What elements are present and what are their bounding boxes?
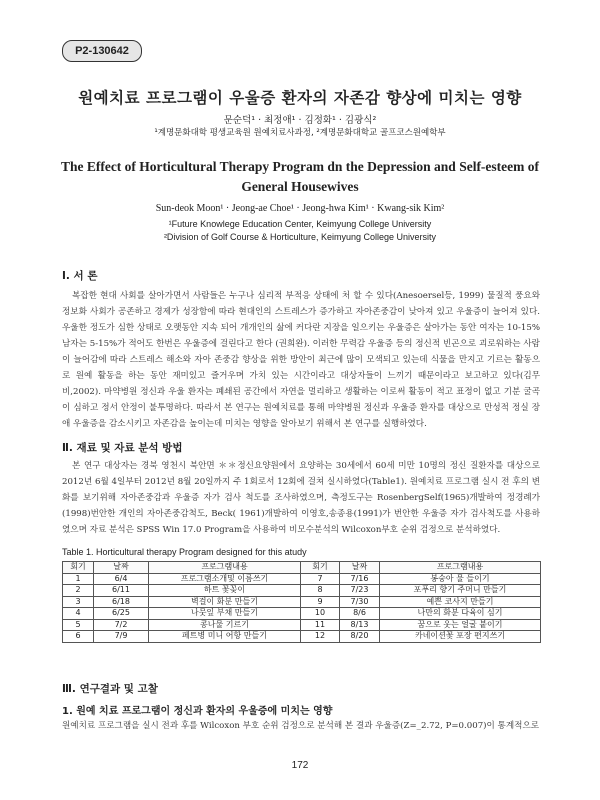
table-cell: 8/13 bbox=[340, 619, 380, 631]
table-cell: 예쁜 코사지 만들기 bbox=[380, 596, 541, 608]
table-row bbox=[63, 608, 541, 620]
table-cell: 포푸리 향기 주머니 만들기 bbox=[380, 585, 541, 597]
english-affiliation-2: ²Division of Golf Course & Horticulture, Keimyung College University bbox=[163, 232, 437, 242]
table-row bbox=[63, 631, 541, 643]
table-cell: 11 bbox=[301, 619, 340, 631]
methods-heading: Ⅱ. 재료 및 자료 분석 방법 bbox=[62, 442, 183, 454]
table-cell: 6/18 bbox=[94, 596, 149, 608]
korean-authors: 문순덕¹ · 최정애¹ · 김정화¹ · 김광식² bbox=[223, 115, 377, 126]
table-header-row bbox=[63, 562, 541, 574]
table-header-cell: 프로그램내용 bbox=[149, 562, 301, 574]
table-caption: Table 1. Horticultural therapy Program designed for this atudy bbox=[62, 547, 307, 557]
table-cell: 12 bbox=[301, 631, 340, 643]
table-cell: 2 bbox=[63, 585, 94, 597]
table-cell: 7/23 bbox=[340, 585, 380, 597]
paper-code-badge: P2-130642 bbox=[62, 40, 142, 62]
table-cell: 콩나물 기르기 bbox=[149, 619, 301, 631]
program-table bbox=[62, 561, 541, 643]
english-affiliation-1: ¹Future Knowlege Education Center, Keimyung College University bbox=[168, 219, 432, 229]
table-cell: 6/11 bbox=[94, 585, 149, 597]
table-cell: 6 bbox=[63, 631, 94, 643]
table-cell: 7/9 bbox=[94, 631, 149, 643]
table-cell: 7/30 bbox=[340, 596, 380, 608]
table-cell: 6/25 bbox=[94, 608, 149, 620]
table-cell: 7/16 bbox=[340, 573, 380, 585]
results-heading: Ⅲ. 연구결과 및 고찰 bbox=[62, 683, 158, 695]
table-cell: 꿈으로 웃는 얼굴 붙이기 bbox=[380, 619, 541, 631]
table-cell: 6/4 bbox=[94, 573, 149, 585]
table-row bbox=[63, 585, 541, 597]
page-number: 172 bbox=[291, 760, 309, 771]
table-cell: 7 bbox=[301, 573, 340, 585]
intro-heading: Ⅰ. 서 론 bbox=[62, 270, 98, 282]
table-cell: 카네이션꽃 포장 편지쓰기 bbox=[380, 631, 541, 643]
table-header-cell: 회기 bbox=[301, 562, 340, 574]
table-cell: 벽걸이 화분 만들기 bbox=[149, 596, 301, 608]
table-row bbox=[63, 596, 541, 608]
table-header-cell: 날짜 bbox=[94, 562, 149, 574]
table-cell: 프로그램소개및 이름쓰기 bbox=[149, 573, 301, 585]
table-cell: 10 bbox=[301, 608, 340, 620]
table-row bbox=[63, 619, 541, 631]
table-header-cell: 프로그램내용 bbox=[380, 562, 541, 574]
table-cell: 나뭇잎 부채 만들기 bbox=[149, 608, 301, 620]
korean-affiliation: ¹계명문화대학 평생교육원 원예치료사과정, ²계명문화대학교 골프코스원예학부 bbox=[154, 128, 446, 138]
results-subheading: 1. 원예 치료 프로그램이 정신과 환자의 우울증에 미치는 영향 bbox=[62, 706, 333, 717]
table-cell: 봉숭아 물 들이기 bbox=[380, 573, 541, 585]
intro-paragraph: 복잡한 현대 사회를 살아가면서 사람들은 누구나 심리적 부적응 상태에 처 할 수 있다(Anesoersel등, 1999) 물질적 풍요와 정보화 사회가 공존하고 경제가 성장함에 따라 현대인의 스트레스가 증가하고 자아존중감이 낮아져 있고 우울증이 늘어져 있다. 우울한 정도가 심한 상태로 오랫동안 지속 되어 개개인의 삶에 커다란 지장을 일으키는 우울증은 살아가는 동안 여자는 10-15% 남자는 5-15%가 적어도 한번은 우울증에 걸린다고 한다 (권희완). 이러한 무력감 우울증 등의 정신적 빈곤으로 괴로워하는 사람이 늘어감에 따라 스트레스 해소와 자아 존중감 향상을 위한 방안이 최근에 많이 모색되고 있는데 식물을 만지고 기르는 활동으로 원예 활동을 하는 동안 재미있고 즐거우며 가치 있는 시간이라고 대상자들이 느끼기 때문이라고 보고하고 있다(김무비,2002). 마약병원 정신과 우울 환자는 폐쇄된 공간에서 자연을 멀리하고 생활하는 이로써 활동이 적고 표정이 없고 기분 굴곡이 심하고 정서 안정이 불투명하다. 따라서 본 연구는 원예치료를 통해 마약병원 정신과 우울증 환자를 대상으로 만성적 정실 장애 우울증을 감소시키고 자존감을 높이는데 미치는 영향을 알아보기 위해서 본 연구를 실행하였다. bbox=[62, 291, 540, 429]
table-cell: 3 bbox=[63, 596, 94, 608]
table-cell: 페트병 미니 어항 만들기 bbox=[149, 631, 301, 643]
table-cell: 5 bbox=[63, 619, 94, 631]
table-header-cell: 날짜 bbox=[340, 562, 380, 574]
table-cell: 9 bbox=[301, 596, 340, 608]
english-authors: Sun-deok Moon¹ · Jeong-ae Choe¹ · Jeong-hwa Kim¹ · Kwang-sik Kim² bbox=[155, 203, 445, 214]
table-cell: 나만의 화분 다육이 심기 bbox=[380, 608, 541, 620]
table-cell: 하트 꽃꽂이 bbox=[149, 585, 301, 597]
table-cell: 8 bbox=[301, 585, 340, 597]
table-cell: 7/2 bbox=[94, 619, 149, 631]
table-cell: 8/20 bbox=[340, 631, 380, 643]
korean-title: 원예치료 프로그램이 우울증 환자의 자존감 향상에 미치는 영향 bbox=[78, 89, 522, 107]
table-cell: 1 bbox=[63, 573, 94, 585]
table-cell: 8/6 bbox=[340, 608, 380, 620]
methods-paragraph: 본 연구 대상자는 경북 영천시 북안면 ＊＊정신요양원에서 요양하는 30세에서 60세 미만 10명의 정신 질환자를 대상으로 2012년 6월 4일부터 2012년 8월 20일까지 주 1회로서 12회에 걸쳐 실시하였다(Table1). 원예치료 프로그램 실시 전 후의 변화를 보기위해 자아존중감과 우울증 자가 검사 척도를 조사하였으며, 측정도구는 RosenbergSelf(1965)개발하여 정경례가(1998)번안한 개인의 자아존중감척도, Beck( 1961)개발하여 이영호,송종용(1991)가 번안한 우울증 자가 검사척도를 사용하였으며 자료 분석은 SPSS Win 17.0 Program을 사용하여 비모수분석의 Wilcoxon부호 순위 검정으로 분석하였다. bbox=[62, 461, 540, 535]
table-cell: 4 bbox=[63, 608, 94, 620]
english-title: The Effect of Horticultural Therapy Program dn the Depression and Self-esteem of General Housewives bbox=[60, 159, 540, 194]
table-row bbox=[63, 573, 541, 585]
results-paragraph: 원예치료 프로그램을 실시 전과 후를 Wilcoxon 부호 순위 검정으로 분석해 본 결과 우울증(Z=_2.72, P=0.007)이 통계적으로 bbox=[62, 721, 540, 731]
table-header-cell: 회기 bbox=[63, 562, 94, 574]
